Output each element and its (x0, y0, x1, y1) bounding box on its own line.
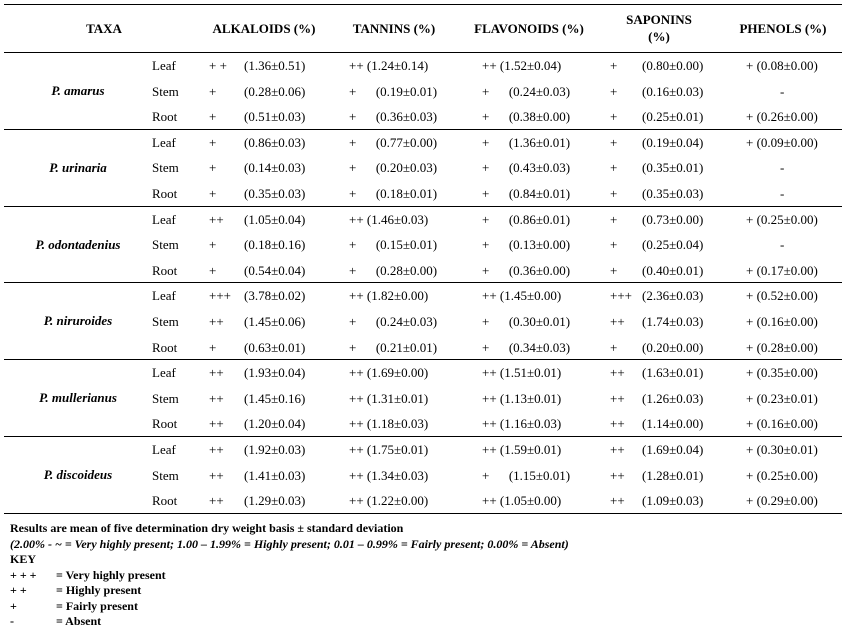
plant-part: Stem (152, 467, 179, 483)
phenols-value: + (0.52±0.00) (746, 288, 818, 304)
flavonoids-value: + (0.13±0.00) (482, 237, 571, 253)
alkaloids-symbol: + (209, 109, 217, 125)
alkaloids-value: (0.63±0.01) (244, 339, 306, 355)
flavonoids-value: + (0.24±0.03) (482, 83, 571, 99)
note-scale: (2.00% - ~ = Very highly present; 1.00 – 1.99% = Highly present; 0.01 – 0.99% = Fairly present; 0.00% = Absent) (10, 536, 569, 551)
key-item (10, 568, 569, 584)
saponins-symbol: ++ (610, 390, 625, 406)
alkaloids-symbol: + (209, 339, 217, 355)
alkaloids-symbol: +++ (209, 288, 231, 304)
taxon-name: P. urinaria (49, 159, 107, 175)
saponins-symbol: ++ (610, 314, 625, 329)
phenols-value: + (0.25±0.00) (746, 467, 818, 483)
header-alkaloids: ALKALOIDS (%) (212, 20, 316, 36)
key-symbol: + (10, 598, 17, 613)
alkaloids-value: (0.86±0.03) (244, 134, 306, 150)
saponins-value: (1.69±0.04) (642, 442, 704, 457)
alkaloids-value: (0.18±0.16) (244, 237, 306, 253)
plant-part: Root (152, 186, 178, 201)
taxon-name: P. amarus (51, 83, 105, 98)
flavonoids-value: + (0.43±0.03) (482, 160, 571, 176)
plant-part: Stem (152, 160, 179, 176)
saponins-value: (0.25±0.04) (642, 237, 704, 253)
saponins-value: (0.73±0.00) (642, 211, 704, 227)
alkaloids-value: (1.36±0.51) (244, 58, 306, 73)
plant-part: Leaf (152, 134, 176, 150)
header-saponins-line1: SAPONINS (626, 12, 692, 27)
flavonoids-value: ++ (1.16±0.03) (482, 416, 562, 432)
key-description: = Absent (56, 614, 102, 628)
tannins-value: ++ (1.82±0.00) (349, 288, 429, 304)
tannins-value: + (0.18±0.01) (349, 186, 438, 201)
tannins-value: + (0.19±0.01) (349, 83, 438, 99)
saponins-symbol: + (610, 211, 618, 227)
saponins-symbol: ++ (610, 365, 625, 381)
tannins-value: + (0.24±0.03) (349, 314, 438, 329)
saponins-symbol: ++ (610, 467, 625, 483)
alkaloids-value: (1.41±0.03) (244, 467, 306, 483)
phenols-value: + (0.23±0.01) (746, 390, 818, 406)
flavonoids-value: ++ (1.59±0.01) (482, 442, 562, 457)
plant-part: Leaf (152, 365, 176, 381)
saponins-symbol: + (610, 237, 618, 253)
saponins-value: (1.74±0.03) (642, 314, 704, 329)
flavonoids-value: ++ (1.51±0.01) (482, 365, 562, 381)
alkaloids-value: (0.51±0.03) (244, 109, 306, 125)
key-item (10, 599, 569, 615)
plant-part: Leaf (152, 442, 176, 457)
header-tannins: TANNINS (%) (352, 20, 436, 36)
plant-part: Root (152, 339, 178, 355)
saponins-value: (1.09±0.03) (642, 493, 704, 509)
phenols-value: + (0.29±0.00) (746, 493, 818, 509)
alkaloids-symbol: ++ (209, 365, 224, 381)
phytochemical-table (4, 4, 842, 514)
saponins-value: (0.20±0.00) (642, 339, 704, 355)
alkaloids-symbol: + (209, 134, 217, 150)
plant-part: Stem (152, 314, 179, 329)
plant-part: Stem (152, 83, 179, 99)
saponins-symbol: ++ (610, 493, 625, 509)
saponins-symbol: + (610, 134, 618, 150)
alkaloids-value: (1.29±0.03) (244, 493, 306, 509)
plant-part: Leaf (152, 288, 176, 304)
flavonoids-value: ++ (1.13±0.01) (482, 390, 562, 406)
saponins-value: (0.25±0.01) (642, 109, 704, 125)
phenols-value: + (0.30±0.01) (746, 442, 818, 457)
key-item (10, 583, 569, 599)
tannins-value: ++ (1.34±0.03) (349, 467, 429, 483)
flavonoids-value: ++ (1.45±0.00) (482, 288, 562, 304)
alkaloids-symbol: + (209, 186, 217, 201)
tannins-value: ++ (1.46±0.03) (349, 211, 429, 227)
plant-part: Root (152, 262, 178, 278)
alkaloids-value: (0.14±0.03) (244, 160, 306, 176)
saponins-value: (2.36±0.03) (642, 288, 704, 304)
phenols-value: - (780, 83, 785, 99)
alkaloids-symbol: ++ (209, 314, 224, 329)
key-title: KEY (10, 552, 37, 566)
tannins-value: + (0.15±0.01) (349, 237, 438, 253)
flavonoids-value: + (0.30±0.01) (482, 314, 571, 329)
tannins-value: ++ (1.69±0.00) (349, 365, 429, 381)
saponins-value: (0.19±0.04) (642, 134, 704, 150)
plant-part: Leaf (152, 211, 176, 227)
alkaloids-value: (1.05±0.04) (244, 211, 306, 227)
tannins-value: + (0.77±0.00) (349, 134, 438, 150)
phenols-value: + (0.16±0.00) (746, 416, 818, 432)
saponins-value: (1.14±0.00) (642, 416, 704, 432)
tannins-value: ++ (1.24±0.14) (349, 58, 429, 73)
taxon-name: P. discoideus (43, 467, 113, 482)
phenols-value: + (0.25±0.00) (746, 211, 818, 227)
header-saponins-line2: (%) (648, 29, 670, 44)
alkaloids-symbol: ++ (209, 390, 224, 406)
header-saponins (604, 4, 714, 52)
phenols-value: + (0.17±0.00) (746, 262, 818, 278)
header-taxa: TAXA (86, 20, 122, 36)
alkaloids-symbol: ++ (209, 467, 224, 483)
header-phenols: PHENOLS (%) (739, 20, 827, 36)
saponins-symbol: + (610, 83, 618, 99)
flavonoids-value: + (0.36±0.00) (482, 262, 571, 278)
key-item (10, 614, 569, 630)
alkaloids-value: (1.45±0.06) (244, 314, 306, 329)
saponins-symbol: + (610, 186, 618, 201)
saponins-symbol: + (610, 160, 618, 176)
alkaloids-value: (3.78±0.02) (244, 288, 306, 304)
phenols-value: - (780, 237, 785, 253)
flavonoids-value: + (0.34±0.03) (482, 339, 571, 355)
flavonoids-value: ++ (1.52±0.04) (482, 58, 562, 73)
saponins-value: (1.28±0.01) (642, 467, 704, 483)
table-notes (10, 521, 569, 630)
plant-part: Root (152, 416, 178, 432)
tannins-value: + (0.21±0.01) (349, 339, 438, 355)
alkaloids-symbol: + (209, 160, 217, 176)
note-results: Results are mean of five determination dry weight basis ± standard deviation (10, 521, 404, 535)
tannins-value: + (0.36±0.03) (349, 109, 438, 125)
header-flavonoids: FLAVONOIDS (%) (474, 20, 584, 36)
taxon-name: P. mullerianus (39, 390, 117, 406)
phenols-value: + (0.35±0.00) (746, 365, 818, 381)
saponins-symbol: + (610, 262, 618, 278)
key-description: = Very highly present (56, 567, 166, 582)
alkaloids-symbol: + + (209, 58, 227, 73)
phenols-value: - (780, 160, 785, 176)
alkaloids-symbol: ++ (209, 493, 224, 509)
tannins-value: + (0.28±0.00) (349, 262, 438, 278)
tannins-value: ++ (1.22±0.00) (349, 493, 429, 509)
saponins-symbol: ++ (610, 416, 625, 432)
saponins-value: (0.40±0.01) (642, 262, 704, 278)
flavonoids-value: ++ (1.05±0.00) (482, 493, 562, 509)
plant-part: Stem (152, 237, 179, 253)
tannins-value: ++ (1.31±0.01) (349, 390, 429, 406)
plant-part: Root (152, 493, 178, 509)
phenols-value: + (0.09±0.00) (746, 134, 818, 150)
taxon-name: P. niruroides (43, 313, 113, 329)
saponins-symbol: + (610, 58, 618, 73)
plant-part: Root (152, 109, 178, 125)
alkaloids-symbol: ++ (209, 416, 224, 432)
key-symbol: + + + (10, 567, 37, 582)
key-description: = Highly present (56, 583, 142, 597)
saponins-value: (0.80±0.00) (642, 58, 704, 73)
key-symbol: + + (10, 583, 27, 597)
tannins-value: ++ (1.18±0.03) (349, 416, 429, 432)
saponins-symbol: ++ (610, 442, 625, 457)
phenols-value: + (0.08±0.00) (746, 58, 818, 73)
taxon-name: P. odontadenius (35, 236, 121, 252)
alkaloids-value: (1.92±0.03) (244, 442, 306, 457)
flavonoids-value: + (1.36±0.01) (482, 134, 571, 150)
alkaloids-value: (1.45±0.16) (244, 390, 306, 406)
alkaloids-value: (0.28±0.06) (244, 83, 306, 99)
saponins-value: (1.63±0.01) (642, 365, 704, 381)
key-description: = Fairly present (56, 598, 138, 613)
alkaloids-value: (0.54±0.04) (244, 262, 306, 278)
flavonoids-value: + (1.15±0.01) (482, 467, 571, 483)
alkaloids-value: (0.35±0.03) (244, 186, 306, 201)
saponins-value: (1.26±0.03) (642, 390, 704, 406)
tannins-value: + (0.20±0.03) (349, 160, 438, 176)
phenols-value: + (0.16±0.00) (746, 314, 818, 329)
alkaloids-symbol: ++ (209, 211, 224, 227)
phenols-value: - (780, 186, 785, 201)
flavonoids-value: + (0.86±0.01) (482, 211, 571, 227)
saponins-symbol: + (610, 109, 618, 125)
key-list (10, 568, 569, 630)
key-symbol: - (10, 614, 14, 628)
saponins-symbol: +++ (610, 288, 632, 304)
group-divider (4, 513, 842, 514)
flavonoids-value: + (0.84±0.01) (482, 186, 571, 201)
saponins-value: (0.35±0.01) (642, 160, 704, 176)
alkaloids-symbol: + (209, 83, 217, 99)
tannins-value: ++ (1.75±0.01) (349, 442, 429, 457)
plant-part: Leaf (152, 58, 176, 73)
flavonoids-value: + (0.38±0.00) (482, 109, 571, 125)
saponins-value: (0.16±0.03) (642, 83, 704, 99)
phenols-value: + (0.26±0.00) (746, 109, 818, 125)
alkaloids-value: (1.93±0.04) (244, 365, 306, 381)
alkaloids-symbol: ++ (209, 442, 224, 457)
alkaloids-value: (1.20±0.04) (244, 416, 306, 432)
plant-part: Stem (152, 390, 179, 406)
alkaloids-symbol: + (209, 237, 217, 253)
phenols-value: + (0.28±0.00) (746, 339, 818, 355)
alkaloids-symbol: + (209, 262, 217, 278)
saponins-symbol: + (610, 339, 618, 355)
saponins-value: (0.35±0.03) (642, 186, 704, 201)
